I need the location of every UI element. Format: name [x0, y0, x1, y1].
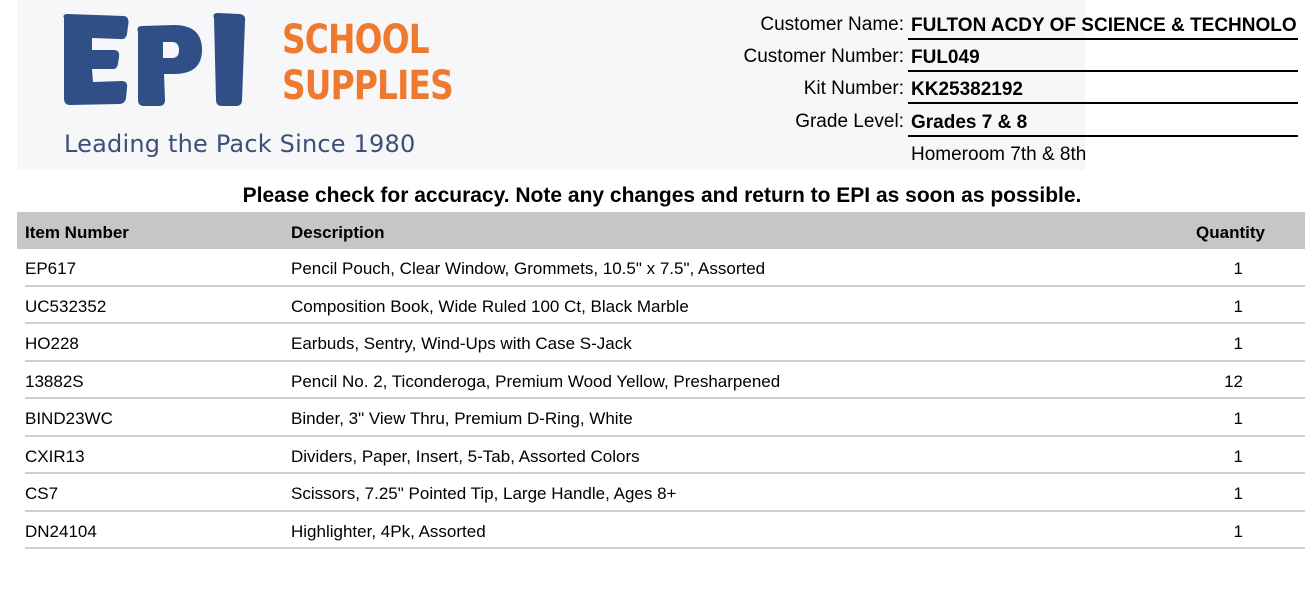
table-row: [25, 399, 1305, 437]
epi-logo: [62, 12, 262, 117]
kit-number-label: Kit Number:: [803, 78, 904, 99]
description-cell: Pencil Pouch, Clear Window, Grommets, 10.5" x 7.5", Assorted: [291, 259, 766, 278]
description-cell: Binder, 3" View Thru, Premium D-Ring, White: [291, 409, 633, 428]
description-cell: Composition Book, Wide Ruled 100 Ct, Black Marble: [291, 296, 689, 316]
table-row: [25, 362, 1305, 400]
item-number-cell: HO228: [25, 334, 79, 353]
kit-items-table: [17, 212, 1305, 549]
quantity-cell: 1: [1233, 259, 1243, 278]
accuracy-notice: Please check for accuracy. Note any changes and return to EPI as soon as possible.: [242, 184, 1082, 207]
table-row: [25, 324, 1305, 362]
grade-level-label: Grade Level:: [795, 111, 904, 132]
quantity-cell: 1: [1233, 334, 1243, 353]
quantity-cell: 12: [1224, 371, 1243, 391]
customer-name-value: FULTON ACDY OF SCIENCE & TECHNOLO: [908, 12, 1298, 40]
header-description: Description: [291, 223, 385, 242]
customer-number-value: FUL049: [908, 44, 1298, 72]
item-number-cell: EP617: [25, 259, 77, 278]
header-quantity: Quantity: [1196, 223, 1265, 242]
item-number-cell: BIND23WC: [25, 409, 113, 428]
item-number-cell: 13882S: [25, 371, 84, 391]
description-cell: Earbuds, Sentry, Wind-Ups with Case S-Jack: [291, 334, 632, 353]
table-header-row: [17, 212, 1305, 249]
item-number-cell: UC532352: [25, 296, 107, 316]
description-cell: Pencil No. 2, Ticonderoga, Premium Wood Yellow, Presharpened: [291, 371, 781, 391]
table-row: [25, 287, 1305, 325]
quantity-cell: 1: [1233, 446, 1243, 466]
quantity-cell: 1: [1233, 296, 1243, 316]
table-row: [25, 512, 1305, 550]
customer-number-label: Customer Number:: [743, 46, 904, 67]
grade-level-value: Grades 7 & 8: [908, 109, 1298, 137]
logo-school-text: SCHOOL: [282, 17, 429, 63]
item-number-cell: DN24104: [25, 521, 97, 541]
homeroom-value: Homeroom 7th & 8th: [911, 144, 1087, 165]
table-row: [25, 474, 1305, 512]
customer-name-label: Customer Name:: [760, 14, 904, 35]
quantity-cell: 1: [1233, 484, 1243, 503]
kit-number-value: KK25382192: [908, 76, 1298, 104]
item-number-cell: CS7: [25, 484, 59, 503]
table-row: [25, 249, 1305, 287]
quantity-cell: 1: [1233, 521, 1243, 541]
description-cell: Scissors, 7.25" Pointed Tip, Large Handle, Ages 8+: [291, 484, 677, 503]
logo-tagline: Leading the Pack Since 1980: [64, 130, 416, 158]
quantity-cell: 1: [1233, 409, 1243, 428]
table-row: [25, 437, 1305, 475]
item-number-cell: CXIR13: [25, 446, 85, 466]
description-cell: Dividers, Paper, Insert, 5-Tab, Assorted Colors: [291, 446, 640, 466]
header-item-number: Item Number: [25, 223, 129, 242]
logo-supplies-text: SUPPLIES: [282, 63, 453, 109]
description-cell: Highlighter, 4Pk, Assorted: [291, 521, 486, 541]
